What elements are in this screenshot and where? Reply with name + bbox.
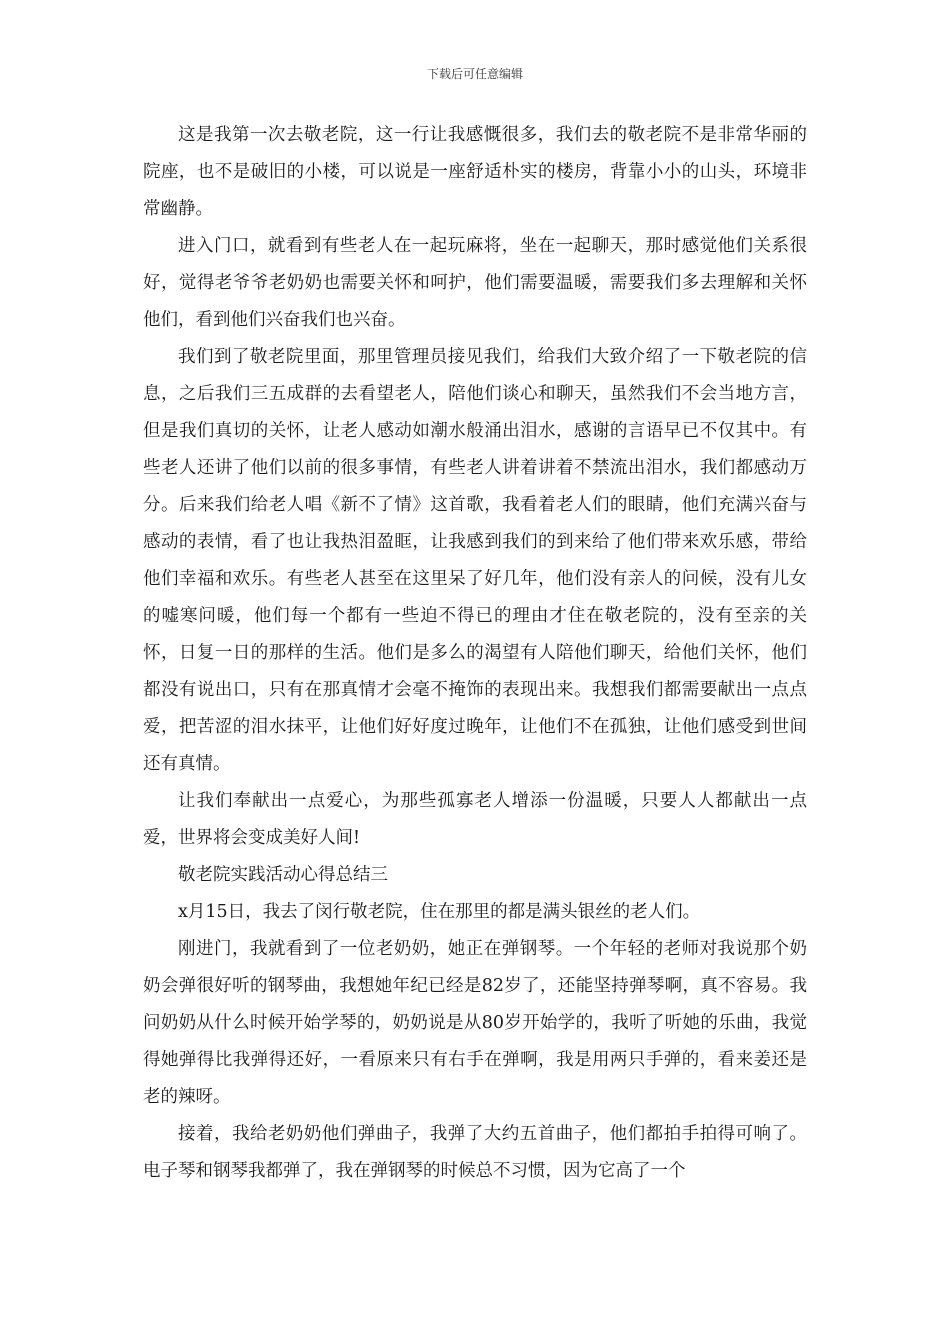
- paragraph: 刚进门，我就看到了一位老奶奶，她正在弹钢琴。一个年轻的老师对我说那个奶奶会弹很好听的钢琴曲，我想她年纪已经是82岁了，还能坚持弹琴啊，真不容易。我问奶奶从什么时候开始学琴的，奶奶说是从80岁开始学的，我听了听她的乐曲，我觉得她弹得比我弹得还好，一看原来只有右手在弹啊，我是用两只手弹的，看来姜还是老的辣呀。: [143, 939, 807, 1107]
- paragraph: 这是我第一次去敬老院，这一行让我感慨很多，我们去的敬老院不是非常华丽的院座，也不是破旧的小楼，可以说是一座舒适朴实的楼房，背靠小小的山头，环境非常幽静。: [143, 125, 807, 219]
- document-body: [143, 117, 807, 1190]
- section-heading: 敬老院实践活动心得总结三: [178, 865, 388, 885]
- paragraph: 进入门口，就看到有些老人在一起玩麻将，坐在一起聊天，那时感觉他们关系很好，觉得老爷爷老奶奶也需要关怀和呵护，他们需要温暖，需要我们多去理解和关怀他们，看到他们兴奋我们也兴奋。: [143, 236, 807, 330]
- paragraph: x月15日，我去了闵行敬老院，住在那里的都是满头银丝的老人们。: [178, 902, 701, 922]
- paragraph: 接着，我给老奶奶他们弹曲子，我弹了大约五首曲子，他们都拍手拍得可响了。电子琴和钢琴我都弹了，我在弹钢琴的时候总不习惯，因为它高了一个: [143, 1124, 807, 1181]
- paragraph: 让我们奉献出一点爱心，为那些孤寡老人增添一份温暖，只要人人都献出一点爱，世界将会变成美好人间!: [143, 791, 807, 848]
- paragraph: 我们到了敬老院里面，那里管理员接见我们，给我们大致介绍了一下敬老院的信息，之后我们三五成群的去看望老人，陪他们谈心和聊天，虽然我们不会当地方言，但是我们真切的关怀，让老人感动如潮水般涌出泪水，感谢的言语早已不仅其中。有些老人还讲了他们以前的很多事情，有些老人讲着讲着不禁流出泪水，我们都感动万分。后来我们给老人唱《新不了情》这首歌，我看着老人们的眼睛，他们充满兴奋与感动的表情，看了也让我热泪盈眶，让我感到我们的到来给了他们带来欢乐感，带给他们幸福和欢乐。有些老人甚至在这里呆了好几年，他们没有亲人的问候，没有儿女的嘘寒问暖，他们每一个都有一些迫不得已的理由才住在敬老院的，没有至亲的关怀，日复一日的那样的生活。他们是多么的渴望有人陪他们聊天，给他们关怀，他们都没有说出口，只有在那真情才会毫不掩饰的表现出来。我想我们都需要献出一点点爱，把苦涩的泪水抹平，让他们好好度过晚年，让他们不在孤独，让他们感受到世间还有真情。: [143, 347, 807, 774]
- page-header-note: 下载后可任意编辑: [426, 67, 523, 81]
